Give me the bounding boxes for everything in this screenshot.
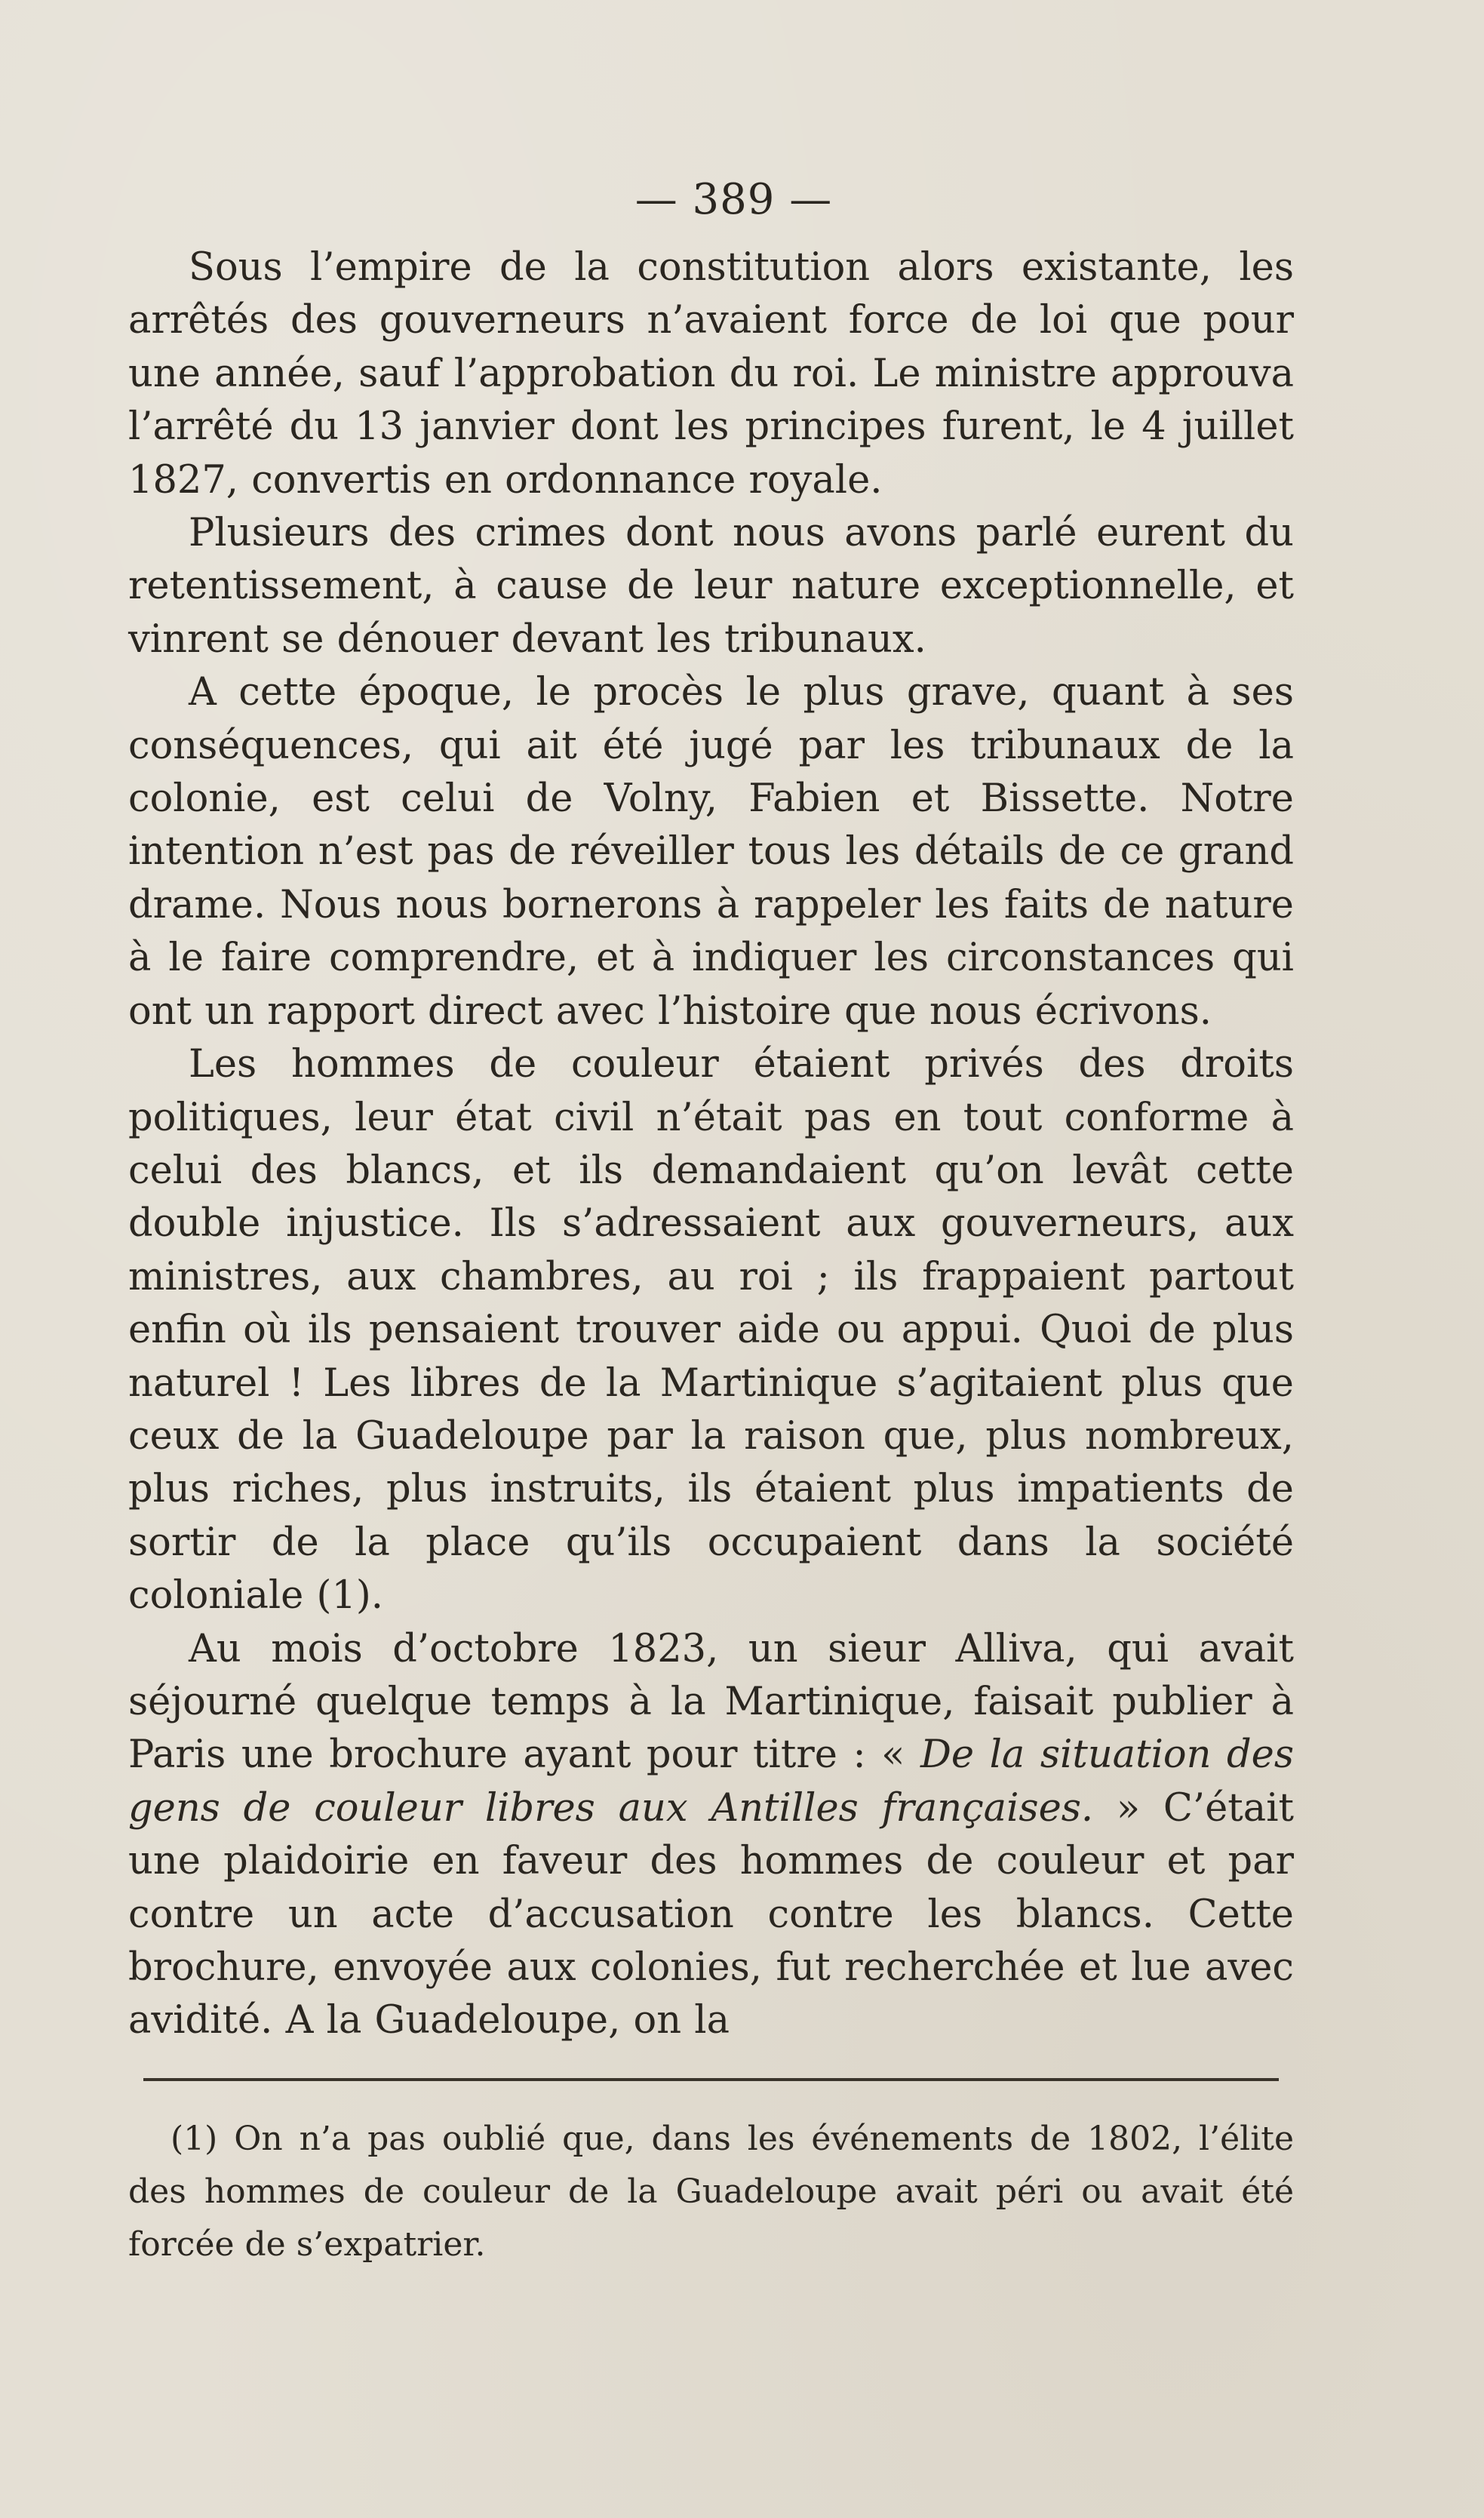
brochure-text-before: Au mois d’octobre 1823, un sieur Alliva, qui avait séjourné quelque temps à la Martinique, faisait publier à Paris une brochure ayant pour titre : «	[128, 1626, 1294, 1778]
footnote: (1) On n’a pas oublié que, dans les événements de 1802, l’élite des hommes de couleur de la Guadeloupe avait péri ou avait été forcée de s’expatrier.	[128, 2119, 1294, 2264]
brochure-title: De la situation des gens de couleur libres aux Antilles françaises.	[128, 1732, 1294, 1831]
brochure-text-after: » C’était une plaidoirie en faveur des hommes de couleur et par contre un acte d’accusation contre les blancs. Cette brochure, envoyée aux colonies, fut recherchée et lue avec avidité. A la Guadeloupe, on la	[128, 1785, 1295, 2043]
paragraph-crimes: Plusieurs des crimes dont nous avons parlé eurent du retentissement, à cause de leur nature exceptionnelle, et vinrent se dénouer devant les tribunaux.	[128, 511, 1294, 662]
paragraph-brochure	[128, 1623, 1294, 2048]
book-page	[128, 174, 1294, 2271]
paragraph-constitution: Sous l’empire de la constitution alors existante, les arrêtés des gouverneurs n’avaient force de loi que pour une année, sauf l’approbation du roi. Le ministre approuva l’arrêté du 13 janvier dont les principes furent, le 4 juillet 1827, convertis en ordonnance royale.	[128, 245, 1294, 503]
paragraph-trial: A cette époque, le procès le plus grave, quant à ses conséquences, qui ait été jugé par les tribunaux de la colonie, est celui de Volny, Fabien et Bissette. Notre intention n’est pas de réveiller tous les détails de ce grand drame. Nous nous bornerons à rappeler les faits de nature à le faire comprendre, et à indiquer les circonstances qui ont un rapport direct avec l’histoire que nous écrivons.	[128, 670, 1294, 1034]
body-text	[128, 241, 1294, 2048]
footnote-divider	[143, 2078, 1279, 2081]
page-number: — 389 —	[634, 175, 833, 224]
paragraph-men-of-color: Les hommes de couleur étaient privés des droits politiques, leur état civil n’était pas en tout conforme à celui des blancs, et ils demandaient qu’on levât cette double injustice. Ils s’adressaient aux gouverneurs, aux ministres, aux chambres, au roi ; ils frappaient partout enfin où ils pensaient trouver aide ou appui. Quoi de plus naturel ! Les libres de la Martinique s’agitaient plus que ceux de la Guadeloupe par la raison que, plus nombreux, plus riches, plus instruits, ils étaient plus impatients de sortir de la place qu’ils occupaient dans la société coloniale (1).	[128, 1042, 1294, 1619]
